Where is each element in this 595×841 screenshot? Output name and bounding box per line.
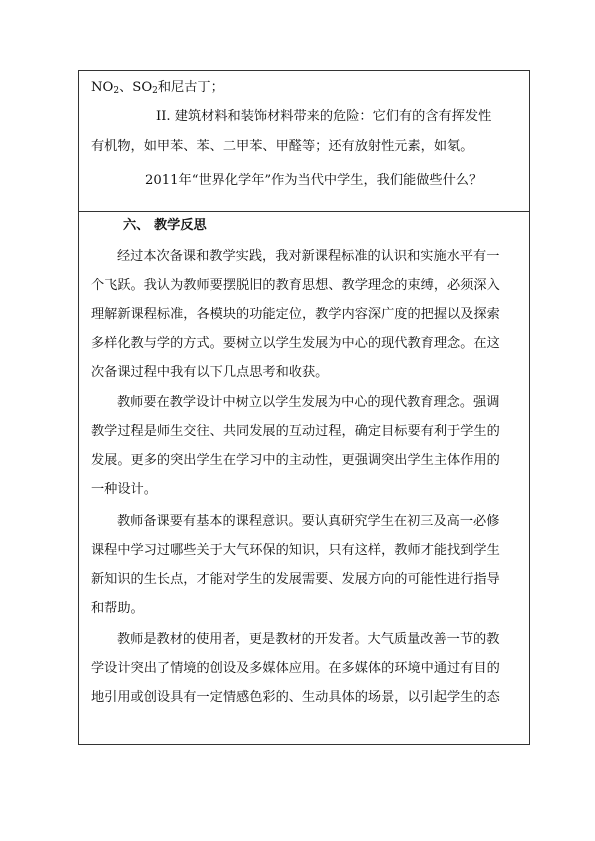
table-cell-reflection (79, 212, 529, 745)
subscript: 2 (152, 86, 158, 96)
building-material-line: II. 建筑材料和装饰材料带来的危险：它们有的含有挥发性 (156, 109, 492, 124)
paragraph-line: 教学过程是师生交往、共同发展的互动过程，确定目标要有利于学生的 (91, 424, 500, 439)
paragraph-line: 多样化教与学的方式。要树立以学生发展为中心的现代教育理念。在这 (91, 336, 500, 351)
paragraph-line: 教师要在教学设计中树立以学生发展为中心的现代教育理念。强调 (117, 395, 500, 410)
paragraph-line: 理解新课程标准，各模块的功能定位，教学内容深广度的把握以及探索 (91, 307, 500, 322)
paragraph-line: 个飞跃。我认为教师要摆脱旧的教育思想、教学理念的束缚，必须深入 (91, 278, 500, 293)
paragraph-line: 地引用或创设具有一定情感色彩的、生动具体的场景，以引起学生的态 (91, 690, 500, 705)
organic-compounds-line: 有机物，如甲苯、苯、二甲苯、甲醛等；还有放射性元素，如氡。 (91, 139, 474, 154)
section-heading: 六、 教学反思 (123, 218, 207, 233)
table-cell-environment (79, 71, 529, 212)
paragraph-line: 发展。更多的突出学生在学习中的主动性，更强调突出学生主体作用的 (91, 453, 500, 468)
paragraph-line: 和帮助。 (91, 601, 144, 616)
paragraph-line: 次备课过程中我有以下几点思考和收获。 (91, 365, 329, 380)
so-text: 、SO (119, 80, 153, 95)
content-table (78, 70, 530, 745)
pollutant-line (91, 79, 224, 100)
paragraph-line: 新知识的生长点，才能对学生的发展需要、发展方向的可能性进行指导 (91, 572, 500, 587)
paragraph-line: 一种设计。 (91, 482, 157, 497)
question-line: 2011年“世界化学年”作为当代中学生，我们能做些什么？ (145, 173, 483, 188)
nicotine-text: 和尼古丁； (157, 80, 224, 95)
paragraph-line: 教师备课要有基本的课程意识。要认真研究学生在初三及高一必修 (117, 514, 500, 529)
paragraph-line: 经过本次备课和教学实践，我对新课程标准的认识和实施水平有一 (117, 249, 500, 264)
subscript: 2 (113, 86, 120, 96)
paragraph-line: 课程中学习过哪些关于大气环保的知识，只有这样，教师才能找到学生 (91, 543, 500, 558)
paragraph-line: 教师是教材的使用者，更是教材的开发者。大气质量改善一节的教 (117, 632, 500, 647)
paragraph-line: 学设计突出了情境的创设及多媒体应用。在多媒体的环境中通过有目的 (91, 661, 500, 676)
no-text: NO (91, 80, 114, 95)
